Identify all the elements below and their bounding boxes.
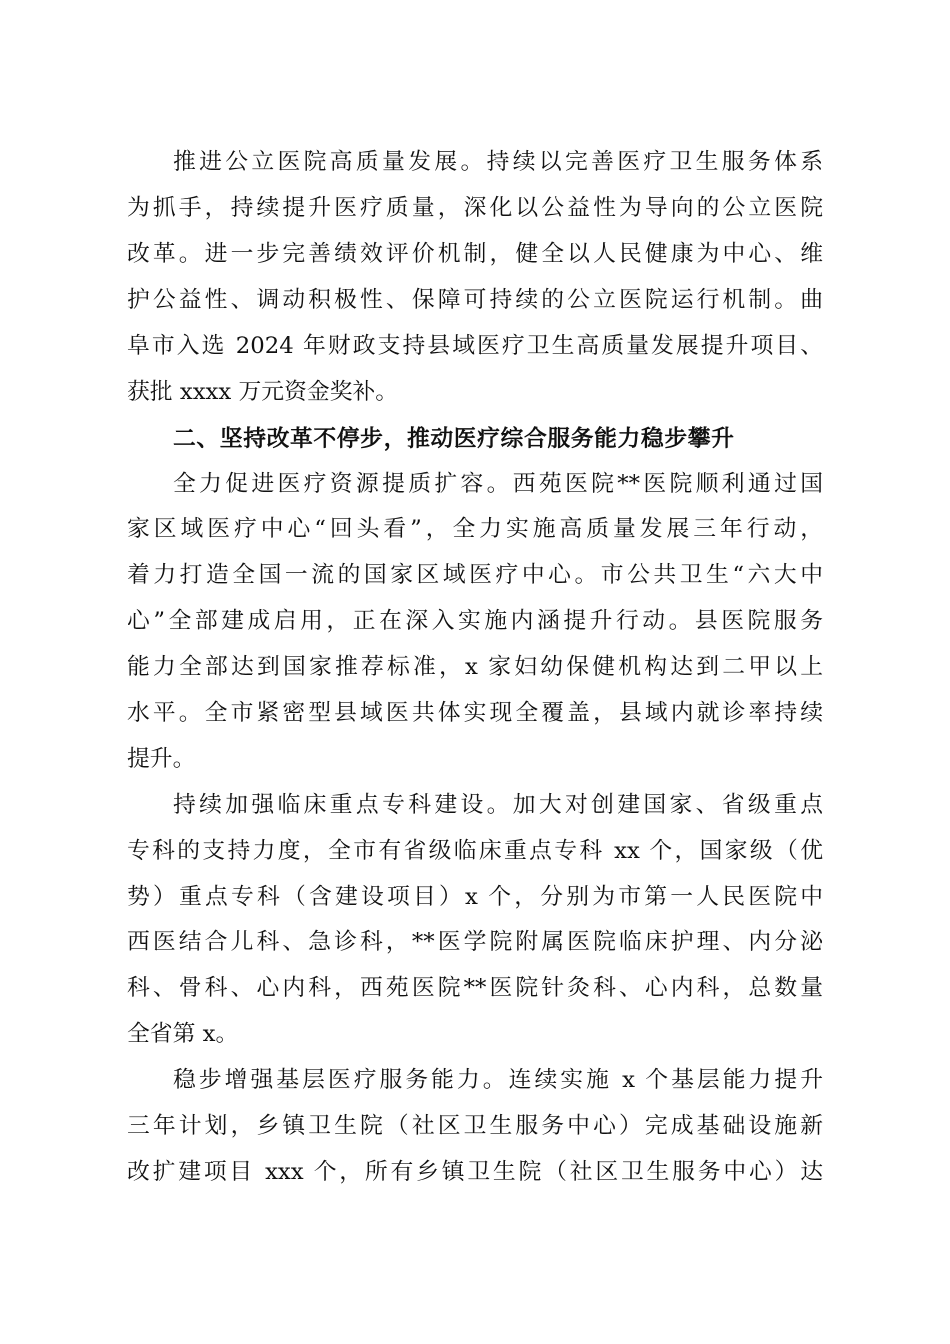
text-line: 势）重点专科（含建设项目）x 个，分别为市第一人民医院中	[127, 884, 823, 910]
text-line: 专科的支持力度，全市有省级临床重点专科 xx 个，国家级（优	[127, 838, 823, 864]
text-line: 能力全部达到国家推荐标准，x 家妇幼保健机构达到二甲以上	[127, 654, 823, 680]
text-line: 全力促进医疗资源提质扩容。西苑医院**医院顺利通过国	[173, 471, 823, 497]
text-line: 稳步增强基层医疗服务能力。连续实施 x 个基层能力提升	[173, 1067, 823, 1093]
text-line: 推进公立医院高质量发展。持续以完善医疗卫生服务体系	[173, 149, 823, 175]
text-line: 为抓手，持续提升医疗质量，深化以公益性为导向的公立医院	[127, 195, 823, 221]
text-line: 家区域医疗中心“回头看”，全力实施高质量发展三年行动，	[127, 516, 823, 542]
text-line: 持续加强临床重点专科建设。加大对创建国家、省级重点	[173, 792, 823, 818]
text-line: 科、骨科、心内科，西苑医院**医院针灸科、心内科，总数量	[127, 975, 823, 1001]
text-line: 阜市入选 2024 年财政支持县域医疗卫生高质量发展提升项目、	[127, 333, 823, 359]
text-line: 三年计划，乡镇卫生院（社区卫生服务中心）完成基础设施新	[127, 1113, 823, 1139]
text-line: 提升。	[127, 746, 196, 772]
text-line: 水平。全市紧密型县域医共体实现全覆盖，县域内就诊率持续	[127, 700, 823, 726]
section-heading: 二、坚持改革不停步，推动医疗综合服务能力稳步攀升	[173, 426, 735, 452]
text-line: 改革。进一步完善绩效评价机制，健全以人民健康为中心、维	[127, 241, 823, 267]
text-line: 获批 xxxx 万元资金奖补。	[127, 379, 399, 405]
text-line: 改扩建项目 xxx 个，所有乡镇卫生院（社区卫生服务中心）达	[127, 1159, 823, 1185]
text-line: 全省第 x。	[127, 1021, 239, 1047]
text-line: 西医结合儿科、急诊科，**医学院附属医院临床护理、内分泌	[127, 929, 823, 955]
text-line: 心”全部建成启用，正在深入实施内涵提升行动。县医院服务	[127, 608, 823, 634]
text-line: 护公益性、调动积极性、保障可持续的公立医院运行机制。曲	[127, 287, 823, 313]
text-line: 着力打造全国一流的国家区域医疗中心。市公共卫生“六大中	[127, 562, 823, 588]
